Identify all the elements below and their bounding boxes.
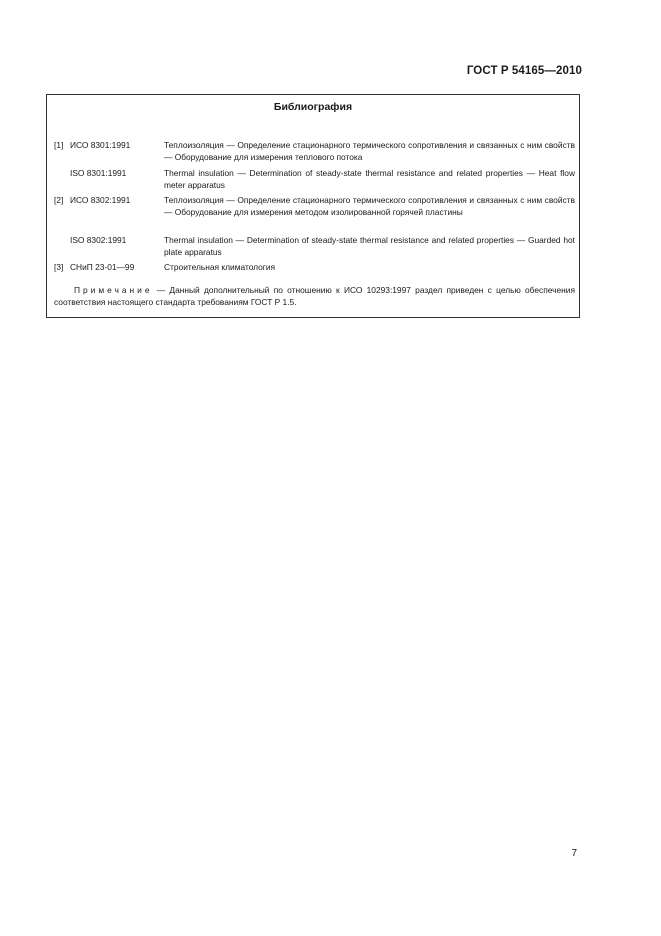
document-code: ГОСТ Р 54165—2010 xyxy=(466,65,582,77)
entry-number: [3] xyxy=(54,262,64,272)
note-text: — Данный дополнительный по отношению к ИСО 10293:1997 раздел приведен с целью обеспечения соответствия настоящего стандарта требованиям ГОСТ Р 1.5. xyxy=(54,285,575,307)
entry-code: ISO 8302:1991 xyxy=(70,235,127,245)
entry-code: ИСО 8301:1991 xyxy=(70,140,131,150)
page-number: 7 xyxy=(571,848,577,859)
entry-code: СНиП 23-01—99 xyxy=(70,262,135,272)
entry-text: Теплоизоляция — Определение стационарного термического сопротивления и связанных с ним свойств — Оборудование для измерения теплового потока xyxy=(164,140,575,162)
bibliography-box xyxy=(46,94,580,318)
bibliography-title: Библиография xyxy=(273,101,353,113)
entry-number: [1] xyxy=(54,140,64,150)
note-label: Примечание xyxy=(74,285,153,295)
entry-code: ISO 8301:1991 xyxy=(70,168,127,178)
entry-text: Thermal insulation — Determination of steady-state thermal resistance and related properties — Heat flow meter apparatus xyxy=(164,168,575,190)
entry-code: ИСО 8302:1991 xyxy=(70,195,131,205)
entry-text: Thermal insulation — Determination of steady-state thermal resistance and related properties — Guarded hot plate apparatus xyxy=(164,235,575,257)
bibliography-note xyxy=(54,284,575,308)
entry-text: Теплоизоляция — Определение стационарного термического сопротивления и связанных с ним свойств — Оборудование для измерения методом изолированной горячей пластины xyxy=(164,195,575,217)
entry-number: [2] xyxy=(54,195,64,205)
entry-text: Строительная климатология xyxy=(164,262,276,272)
